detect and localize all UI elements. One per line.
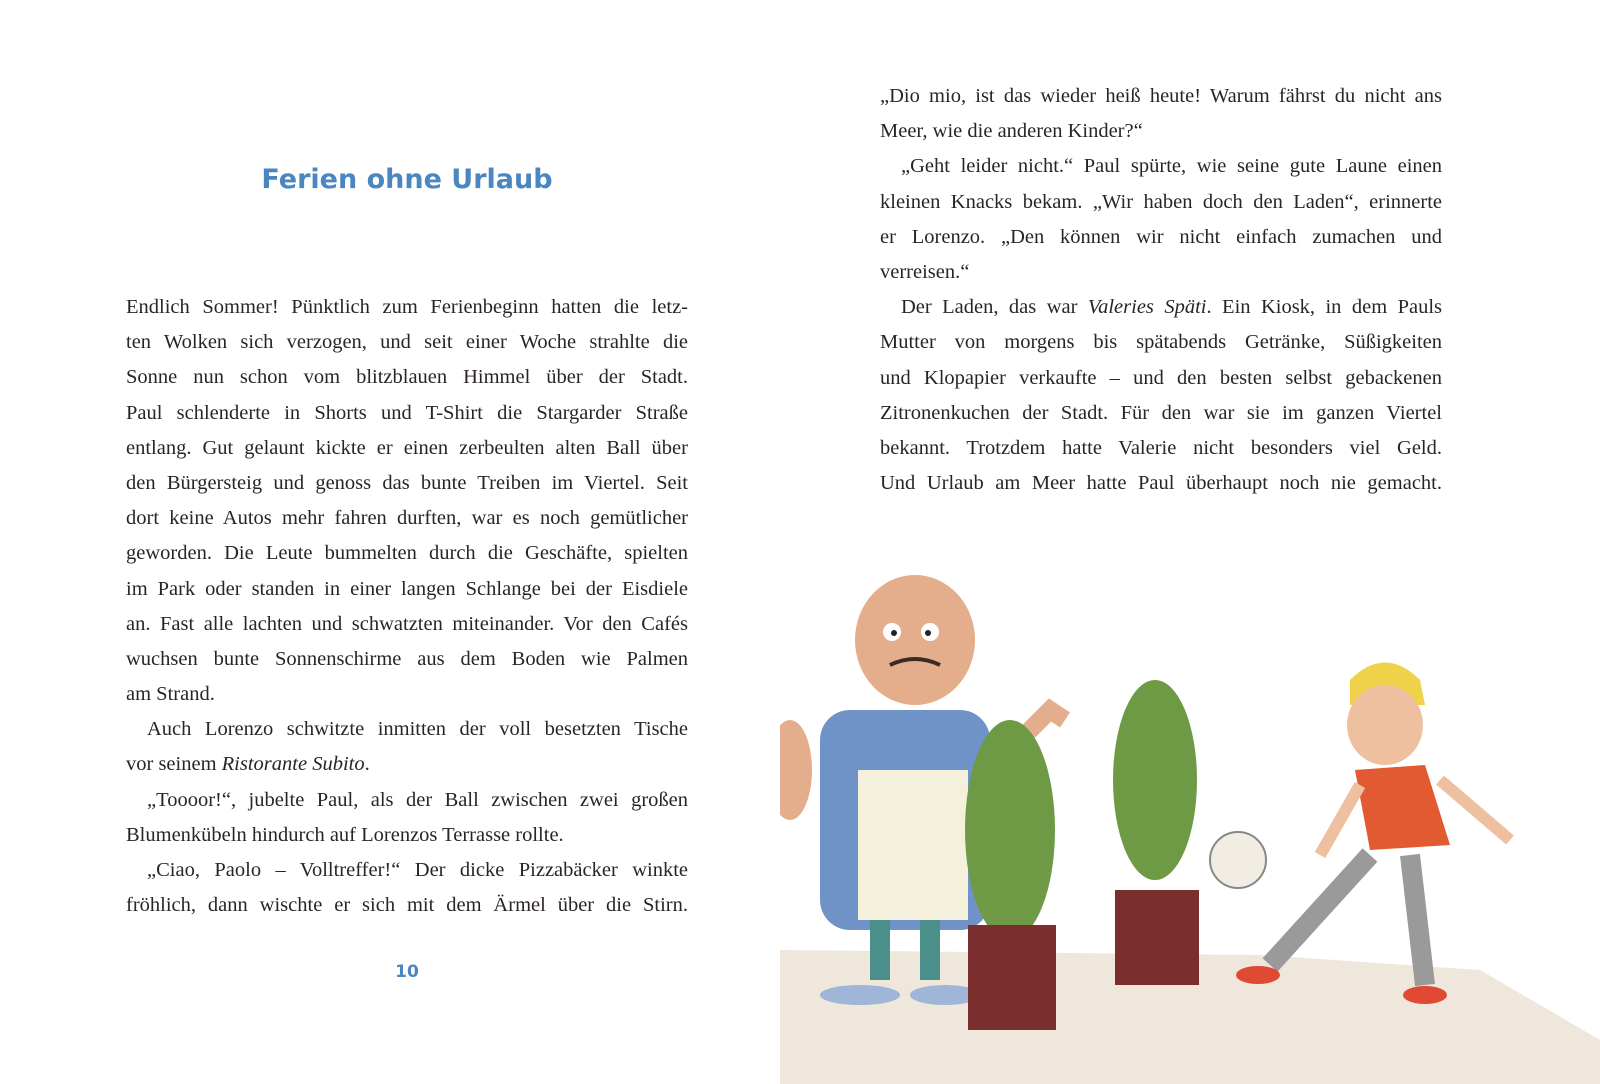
boy-figure xyxy=(1236,663,1510,1005)
text-line xyxy=(126,747,688,782)
text-segment: Paul schlenderte in Shorts und T-Shirt die Stargarder Straße xyxy=(126,401,688,424)
text-line xyxy=(126,888,688,923)
text-segment: geworden. Die Leute bummelten durch die Geschäfte, spielten xyxy=(126,542,688,565)
text-line xyxy=(880,290,1442,325)
illustration xyxy=(780,570,1600,1084)
text-line xyxy=(880,79,1442,114)
text-segment: am Strand. xyxy=(126,683,215,706)
text-segment: im Park oder standen in einer langen Schlange bei der Eisdiele xyxy=(126,577,688,600)
text-line xyxy=(880,466,1442,501)
text-line xyxy=(880,325,1442,360)
text-line xyxy=(126,466,688,501)
text-segment: und Klopapier verkaufte – und den besten selbst gebackenen xyxy=(880,366,1442,389)
text-segment: entlang. Gut gelaunt kickte er einen zerbeulten alten Ball über xyxy=(126,436,688,459)
text-segment: „Dio mio, ist das wieder heiß heute! Warum fährst du nicht ans xyxy=(880,85,1442,107)
italic-text: Valeries Späti xyxy=(1087,296,1207,319)
text-segment: wuchsen bunte Sonnenschirme aus dem Boden wie Palmen xyxy=(126,647,688,670)
text-line xyxy=(126,642,688,677)
text-segment: „Toooor!“, jubelte Paul, als der Ball zwischen zwei großen xyxy=(147,788,688,811)
text-segment: dort keine Autos mehr fahren durften, war es noch gemütlicher xyxy=(126,507,688,530)
text-segment: Blumenkübeln hindurch auf Lorenzos Terrasse rollte. xyxy=(126,823,564,846)
potted-plant xyxy=(965,720,1056,1030)
italic-text: Ristorante Subito xyxy=(221,753,365,776)
text-line xyxy=(880,114,1442,149)
text-segment: Auch Lorenzo schwitzte inmitten der voll besetzten Tische xyxy=(147,718,688,741)
text-line xyxy=(126,712,688,747)
text-line xyxy=(126,290,688,325)
text-segment: „Geht leider nicht.“ Paul spürte, wie seine gute Laune einen xyxy=(901,155,1442,178)
text-segment: Der Laden, das war xyxy=(901,296,1088,319)
text-line xyxy=(126,431,688,466)
text-line xyxy=(126,572,688,607)
text-line xyxy=(126,853,688,888)
text-line xyxy=(126,325,688,360)
text-segment: verreisen.“ xyxy=(880,260,970,283)
text-segment: kleinen Knacks bekam. „Wir haben doch den Laden“, erinnerte xyxy=(880,190,1442,213)
text-line xyxy=(126,677,688,712)
text-segment: „Ciao, Paolo – Volltreffer!“ Der dicke Pizzabäcker winkte xyxy=(147,859,688,881)
potted-plant xyxy=(1113,680,1199,985)
text-segment: Meer, wie die anderen Kinder?“ xyxy=(880,120,1143,143)
text-line xyxy=(880,431,1442,466)
text-line xyxy=(126,818,688,853)
text-line xyxy=(126,396,688,431)
text-line xyxy=(880,220,1442,255)
text-segment: er Lorenzo. „Den können wir nicht einfach zumachen und xyxy=(880,225,1442,248)
text-line xyxy=(880,396,1442,431)
text-line xyxy=(880,361,1442,396)
text-segment: fröhlich, dann wischte er sich mit dem Ärmel über die Stirn. xyxy=(126,894,688,917)
text-line xyxy=(880,255,1442,290)
left-page-text xyxy=(126,290,688,923)
text-line xyxy=(880,185,1442,220)
text-line xyxy=(880,149,1442,184)
right-page-text xyxy=(880,79,1442,501)
text-line xyxy=(126,783,688,818)
text-segment: . Ein Kiosk, in dem Pauls xyxy=(1206,296,1442,319)
text-segment: vor seinem xyxy=(126,753,222,776)
text-segment: Endlich Sommer! Pünktlich zum Ferienbeginn hatten die letz- xyxy=(126,296,688,318)
text-segment: den Bürgersteig und genoss das bunte Treiben im Viertel. Seit xyxy=(126,471,688,494)
text-segment: Und Urlaub am Meer hatte Paul überhaupt noch nie gemacht. xyxy=(880,472,1442,495)
text-segment: bekannt. Trotzdem hatte Valerie nicht besonders viel Geld. xyxy=(880,436,1442,459)
chapter-title: Ferien ohne Urlaub xyxy=(261,164,553,196)
text-line xyxy=(126,607,688,642)
text-line xyxy=(126,536,688,571)
text-segment: Mutter von morgens bis spätabends Getränke, Süßigkeiten xyxy=(880,331,1442,354)
text-line xyxy=(126,360,688,395)
text-segment: an. Fast alle lachten und schwatzten miteinander. Vor den Cafés xyxy=(126,612,688,635)
text-segment: ten Wolken sich verzogen, und seit einer Woche strahlte die xyxy=(126,331,688,354)
text-line xyxy=(126,501,688,536)
page-number: 10 xyxy=(395,962,419,982)
text-segment: . xyxy=(364,753,370,776)
ball xyxy=(1210,832,1266,888)
text-segment: Zitronenkuchen der Stadt. Für den war sie im ganzen Viertel xyxy=(880,401,1442,424)
text-segment: Sonne nun schon vom blitzblauen Himmel über der Stadt. xyxy=(126,366,688,389)
